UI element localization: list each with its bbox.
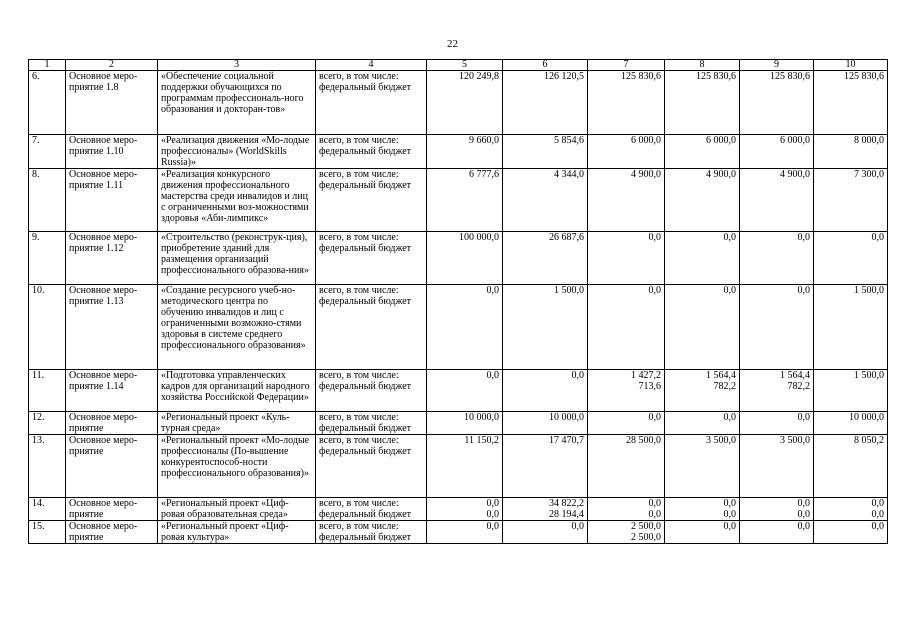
total-value: 10 000,0	[814, 411, 888, 423]
total-value: 28 500,0	[588, 434, 665, 446]
total-value: 4 344,0	[503, 168, 588, 180]
federal-value: 0,0	[740, 509, 814, 521]
federal-value	[665, 532, 740, 544]
table-body	[29, 71, 888, 544]
total-value: 1 500,0	[814, 284, 888, 296]
federal-value	[427, 243, 503, 284]
total-value: 0,0	[665, 521, 740, 533]
total-label: всего, в том числе:	[316, 411, 427, 423]
total-value: 1 500,0	[814, 370, 888, 382]
event-label: Основное меро-приятие 1.10	[66, 134, 158, 168]
total-value: 8 050,2	[814, 434, 888, 446]
total-value: 6 777,6	[427, 168, 503, 180]
total-value: 0,0	[588, 284, 665, 296]
federal-value	[814, 532, 888, 544]
federal-label: федеральный бюджет	[316, 243, 427, 284]
total-value: 1 564,4	[665, 370, 740, 382]
total-value: 0,0	[665, 232, 740, 244]
federal-value	[740, 180, 814, 232]
event-label: Основное меро-приятие	[66, 498, 158, 521]
federal-value	[588, 423, 665, 435]
page-number: 22	[447, 38, 458, 50]
federal-value	[503, 446, 588, 498]
total-value: 100 000,0	[427, 232, 503, 244]
federal-label: федеральный бюджет	[316, 381, 427, 411]
federal-value: 0,0	[588, 509, 665, 521]
header-cell: 10	[814, 60, 888, 71]
event-label: Основное меро-приятие 1.11	[66, 168, 158, 232]
federal-value: 782,2	[740, 381, 814, 411]
federal-label: федеральный бюджет	[316, 82, 427, 134]
total-value: 6 000,0	[665, 134, 740, 146]
total-value: 0,0	[814, 498, 888, 510]
total-label: всего, в том числе:	[316, 134, 427, 146]
federal-value: 782,2	[665, 381, 740, 411]
total-value: 0,0	[665, 498, 740, 510]
row-number: 6.	[29, 71, 66, 135]
federal-value	[503, 381, 588, 411]
total-value: 0,0	[740, 284, 814, 296]
header-row	[29, 60, 888, 71]
total-value: 4 900,0	[740, 168, 814, 180]
federal-label: федеральный бюджет	[316, 146, 427, 168]
event-label: Основное меро-приятие	[66, 521, 158, 544]
federal-value	[740, 423, 814, 435]
federal-value	[503, 82, 588, 134]
federal-label: федеральный бюджет	[316, 532, 427, 544]
total-value: 4 900,0	[665, 168, 740, 180]
total-value: 7 300,0	[814, 168, 888, 180]
row-number: 13.	[29, 434, 66, 498]
event-name: «Региональный проект «Циф-ровая культура»	[158, 521, 316, 544]
header-cell: 3	[158, 60, 316, 71]
total-value: 26 687,6	[503, 232, 588, 244]
federal-label: федеральный бюджет	[316, 180, 427, 232]
federal-value: 0,0	[665, 509, 740, 521]
federal-value: 0,0	[427, 509, 503, 521]
federal-value	[427, 146, 503, 168]
row-number: 10.	[29, 284, 66, 370]
header-cell: 7	[588, 60, 665, 71]
federal-value	[665, 423, 740, 435]
federal-value	[588, 446, 665, 498]
total-value: 6 000,0	[740, 134, 814, 146]
event-name: «Реализация движения «Мо-лодые профессионалы» (WorldSkills Russia)»	[158, 134, 316, 168]
federal-value	[503, 423, 588, 435]
federal-value	[588, 296, 665, 370]
federal-value	[503, 296, 588, 370]
total-value: 0,0	[740, 521, 814, 533]
federal-value	[814, 446, 888, 498]
total-value: 125 830,6	[814, 71, 888, 83]
federal-value	[665, 180, 740, 232]
total-label: всего, в том числе:	[316, 71, 427, 83]
event-name: «Региональный проект «Мо-лодые профессионалы (По-вышение конкурентоспособ-ности профессионального образования)»	[158, 434, 316, 498]
header-cell: 2	[66, 60, 158, 71]
row-number: 15.	[29, 521, 66, 544]
federal-value	[665, 82, 740, 134]
total-label: всего, в том числе:	[316, 284, 427, 296]
federal-value	[427, 446, 503, 498]
total-value: 3 500,0	[740, 434, 814, 446]
total-value: 34 822,2	[503, 498, 588, 510]
federal-value	[427, 82, 503, 134]
federal-value	[503, 146, 588, 168]
federal-value	[814, 146, 888, 168]
total-value: 1 427,2	[588, 370, 665, 382]
federal-value	[427, 381, 503, 411]
federal-value	[740, 532, 814, 544]
header-cell: 5	[427, 60, 503, 71]
table-row	[29, 370, 888, 382]
total-value: 0,0	[814, 232, 888, 244]
total-value: 0,0	[427, 370, 503, 382]
federal-label: федеральный бюджет	[316, 446, 427, 498]
total-value: 0,0	[814, 521, 888, 533]
event-name: «Региональный проект «Куль-турная среда»	[158, 411, 316, 434]
row-number: 7.	[29, 134, 66, 168]
header-cell: 6	[503, 60, 588, 71]
federal-value: 713,6	[588, 381, 665, 411]
total-value: 10 000,0	[427, 411, 503, 423]
total-value: 126 120,5	[503, 71, 588, 83]
federal-value	[814, 423, 888, 435]
total-value: 125 830,6	[588, 71, 665, 83]
federal-value	[814, 243, 888, 284]
event-name: «Региональный проект «Циф-ровая образовательная среда»	[158, 498, 316, 521]
header-cell: 4	[316, 60, 427, 71]
total-label: всего, в том числе:	[316, 370, 427, 382]
federal-value	[427, 532, 503, 544]
header-cell: 8	[665, 60, 740, 71]
header-cell: 1	[29, 60, 66, 71]
federal-value	[814, 180, 888, 232]
table-row	[29, 284, 888, 296]
total-value: 4 900,0	[588, 168, 665, 180]
total-value: 0,0	[665, 284, 740, 296]
event-label: Основное меро-приятие 1.8	[66, 71, 158, 135]
federal-value: 28 194,4	[503, 509, 588, 521]
federal-value	[814, 82, 888, 134]
federal-value	[427, 423, 503, 435]
event-label: Основное меро-приятие 1.12	[66, 232, 158, 285]
row-number: 11.	[29, 370, 66, 412]
total-value: 0,0	[740, 498, 814, 510]
total-value: 17 470,7	[503, 434, 588, 446]
total-value: 9 660,0	[427, 134, 503, 146]
table-row	[29, 134, 888, 146]
federal-value	[588, 180, 665, 232]
federal-label: федеральный бюджет	[316, 423, 427, 435]
total-value: 0,0	[503, 521, 588, 533]
row-number: 9.	[29, 232, 66, 285]
total-label: всего, в том числе:	[316, 498, 427, 510]
total-value: 6 000,0	[588, 134, 665, 146]
event-label: Основное меро-приятие	[66, 434, 158, 498]
federal-value	[814, 296, 888, 370]
federal-value	[740, 243, 814, 284]
table-row	[29, 168, 888, 180]
table-row	[29, 411, 888, 423]
table-row	[29, 434, 888, 446]
table-row	[29, 232, 888, 244]
table-row	[29, 498, 888, 510]
budget-table	[28, 59, 888, 544]
event-name: «Подготовка управленческих кадров для организаций народного хозяйства Российской Федерации»	[158, 370, 316, 412]
federal-value	[503, 180, 588, 232]
total-value: 0,0	[665, 411, 740, 423]
federal-label: федеральный бюджет	[316, 509, 427, 521]
federal-value	[503, 532, 588, 544]
total-value: 0,0	[740, 411, 814, 423]
event-label: Основное меро-приятие	[66, 411, 158, 434]
total-label: всего, в том числе:	[316, 434, 427, 446]
total-label: всего, в том числе:	[316, 168, 427, 180]
event-label: Основное меро-приятие 1.13	[66, 284, 158, 370]
row-number: 14.	[29, 498, 66, 521]
event-name: «Создание ресурсного учеб-но-методического центра по обучению инвалидов и лиц с ограниченными возможно-стями здоровья в системе среднего профессионального образования»	[158, 284, 316, 370]
table-row	[29, 521, 888, 533]
total-value: 0,0	[588, 498, 665, 510]
federal-value	[740, 296, 814, 370]
federal-value	[665, 446, 740, 498]
total-value: 2 500,0	[588, 521, 665, 533]
federal-value	[740, 146, 814, 168]
federal-label: федеральный бюджет	[316, 296, 427, 370]
federal-value	[588, 146, 665, 168]
total-value: 3 500,0	[665, 434, 740, 446]
federal-value	[740, 82, 814, 134]
federal-value	[588, 82, 665, 134]
federal-value: 2 500,0	[588, 532, 665, 544]
federal-value	[814, 381, 888, 411]
row-number: 8.	[29, 168, 66, 232]
federal-value	[665, 243, 740, 284]
total-value: 125 830,6	[665, 71, 740, 83]
federal-value	[427, 180, 503, 232]
total-value: 1 564,4	[740, 370, 814, 382]
total-value: 125 830,6	[740, 71, 814, 83]
event-name: «Строительство (реконструк-ция), приобретение зданий для размещения организаций профессионального образова-ния»	[158, 232, 316, 285]
total-value: 5 854,6	[503, 134, 588, 146]
total-value: 0,0	[588, 232, 665, 244]
total-value: 120 249,8	[427, 71, 503, 83]
total-value: 0,0	[740, 232, 814, 244]
total-value: 0,0	[503, 370, 588, 382]
total-value: 8 000,0	[814, 134, 888, 146]
federal-value	[503, 243, 588, 284]
federal-value	[665, 146, 740, 168]
event-name: «Реализация конкурсного движения профессионального мастерства среди инвалидов и лиц с ограниченными воз-можностями здоровья «Аби-лимпикс»	[158, 168, 316, 232]
total-value: 11 150,2	[427, 434, 503, 446]
total-label: всего, в том числе:	[316, 521, 427, 533]
table-row	[29, 71, 888, 83]
total-value: 0,0	[588, 411, 665, 423]
total-value: 0,0	[427, 521, 503, 533]
federal-value	[427, 296, 503, 370]
total-label: всего, в том числе:	[316, 232, 427, 244]
total-value: 10 000,0	[503, 411, 588, 423]
federal-value: 0,0	[814, 509, 888, 521]
federal-value	[588, 243, 665, 284]
row-number: 12.	[29, 411, 66, 434]
header-cell: 9	[740, 60, 814, 71]
federal-value	[740, 446, 814, 498]
federal-value	[665, 296, 740, 370]
event-label: Основное меро-приятие 1.14	[66, 370, 158, 412]
total-value: 0,0	[427, 498, 503, 510]
total-value: 1 500,0	[503, 284, 588, 296]
total-value: 0,0	[427, 284, 503, 296]
event-name: «Обеспечение социальной поддержки обучающихся по программам профессиональ-ного образования и докторан-тов»	[158, 71, 316, 135]
